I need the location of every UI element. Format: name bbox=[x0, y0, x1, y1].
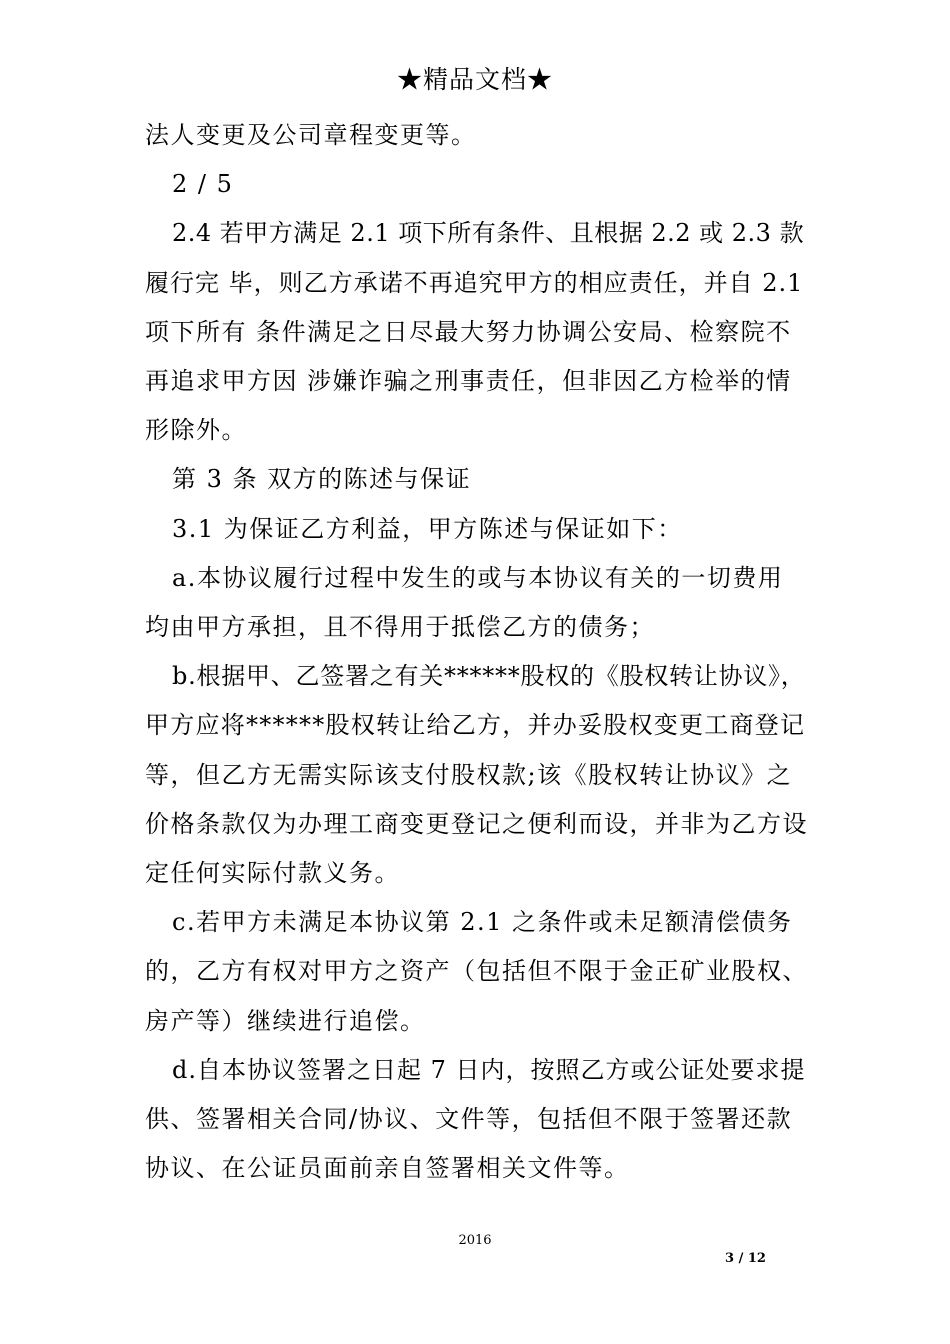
clause-2-4-line: 履行完 毕，则乙方承诺不再追究甲方的相应责任，并自 2.1 bbox=[145, 268, 804, 297]
item-b-line: 等，但乙方无需实际该支付股权款;该《股权转让协议》之 bbox=[145, 760, 793, 789]
item-a-line: 均由甲方承担，且不得用于抵偿乙方的债务； bbox=[145, 613, 655, 642]
clause-3-1-line: 3.1 为保证乙方利益，甲方陈述与保证如下： bbox=[172, 514, 683, 543]
document-header-title: ★精品文档★ bbox=[396, 65, 553, 94]
article-3-heading: 第 3 条 双方的陈述与保证 bbox=[172, 465, 472, 494]
text-line: 法人变更及公司章程变更等。 bbox=[145, 121, 477, 149]
clause-2-4-line: 再追求甲方因 涉嫌诈骗之刑事责任，但非因乙方检举的情 bbox=[145, 367, 792, 396]
item-b-line: 甲方应将******股权转让给乙方，并办妥股权变更工商登记 bbox=[145, 711, 806, 740]
item-a-line: a.本协议履行过程中发生的或与本协议有关的一切费用 bbox=[172, 563, 784, 592]
item-d-line: 供、签署相关合同/协议、文件等，包括但不限于签署还款 bbox=[145, 1105, 793, 1134]
item-b-line: 定任何实际付款义务。 bbox=[145, 859, 400, 888]
item-d-line: 协议、在公证员面前亲自签署相关文件等。 bbox=[145, 1154, 630, 1183]
clause-2-4-line: 2.4 若甲方满足 2.1 项下所有条件、且根据 2.2 或 2.3 款 bbox=[172, 219, 805, 248]
item-c-line: 的，乙方有权对甲方之资产（包括但不限于金正矿业股权、 bbox=[145, 957, 808, 986]
item-b-line: 价格条款仅为办理工商变更登记之便利而设，并非为乙方设 bbox=[145, 809, 808, 838]
item-d-line: d.自本协议签署之日起 7 日内，按照乙方或公证处要求提 bbox=[172, 1055, 806, 1084]
clause-2-4-line: 项下所有 条件满足之日尽最大努力协调公安局、检察院不 bbox=[145, 317, 792, 346]
footer-page-number: 3 / 12 bbox=[725, 1251, 766, 1266]
item-c-line: 房产等）继续进行追偿。 bbox=[145, 1006, 426, 1035]
inline-page-marker: 2 / 5 bbox=[172, 170, 234, 199]
clause-2-4-line: 形除外。 bbox=[145, 416, 247, 445]
document-body bbox=[145, 111, 810, 1193]
footer-year: 2016 bbox=[458, 1233, 492, 1248]
item-b-line: b.根据甲、乙签署之有关******股权的《股权转让协议》， bbox=[172, 662, 806, 691]
item-c-line: c.若甲方未满足本协议第 2.1 之条件或未足额清偿债务 bbox=[172, 908, 793, 937]
